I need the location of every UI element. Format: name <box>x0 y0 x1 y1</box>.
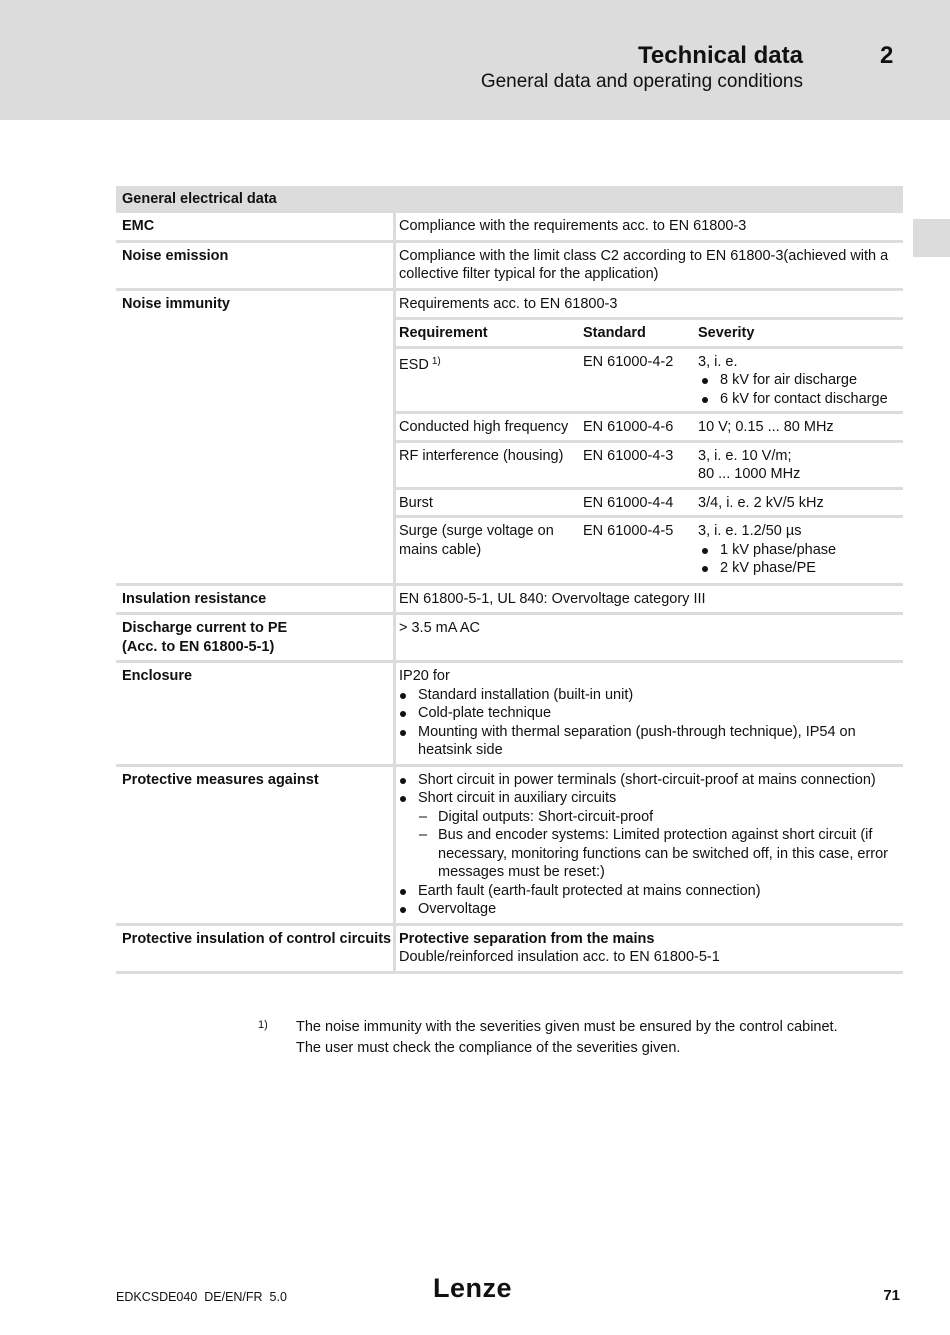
list-item: 6 kV for contact discharge <box>698 390 903 409</box>
row-value-bold: Protective separation from the mains <box>399 930 655 947</box>
footnote-line: The noise immunity with the severities given must be ensured by the control cabinet. <box>296 1019 838 1035</box>
row-label: Noise immunity <box>122 295 230 312</box>
severity-cell: 3/4, i. e. 2 kV/5 kHz <box>698 494 824 511</box>
table-row-noise-immunity <box>116 291 903 586</box>
severity-cell: 3, i. e. <box>698 353 738 370</box>
list-item: Overvoltage <box>396 900 903 919</box>
row-label: Insulation resistance <box>122 590 267 607</box>
requirement-cell: Conducted high frequency <box>399 419 569 435</box>
table-row <box>396 490 903 519</box>
list-item-text: Short circuit in auxiliary circuits <box>418 790 617 806</box>
noise-immunity-subtable <box>396 320 903 581</box>
list-item: Short circuit in power terminals (short-circuit-proof at mains connection) <box>396 771 903 790</box>
row-value: IP20 for <box>399 668 450 684</box>
general-electrical-data-table <box>116 186 903 974</box>
severity-cell-line2: 80 ... 1000 MHz <box>698 466 801 482</box>
table-row-noise-emission <box>116 243 903 291</box>
table-row-enclosure <box>116 663 903 767</box>
chapter-side-tab <box>913 219 950 257</box>
row-label: Enclosure <box>122 668 193 684</box>
column-header-requirement: Requirement <box>399 325 488 341</box>
footnote <box>296 1017 896 1059</box>
sub-list-item: – Bus and encoder systems: Limited protection against short circuit (if necessary, monitoring functions can be switched off, in this case, error messages must be reset:) <box>418 826 903 882</box>
severity-cell: 3, i. e. 1.2/50 µs <box>698 523 802 539</box>
table-row-emc <box>116 213 903 243</box>
footnote-reference: 1) <box>431 355 441 367</box>
row-value: EN 61800-5-1, UL 840: Overvoltage category III <box>399 590 706 607</box>
requirement-cell: RF interference (housing) <box>399 447 564 464</box>
subtable-header-row <box>396 320 903 349</box>
row-value: Compliance with the requirements acc. to EN 61800-3 <box>399 218 747 234</box>
row-label: Discharge current to PE <box>122 620 288 636</box>
list-item: 8 kV for air discharge <box>698 371 903 390</box>
row-label: Protective insulation of control circuits <box>122 930 392 947</box>
page-header <box>0 0 950 120</box>
column-header-standard: Standard <box>583 325 646 341</box>
list-item: Cold-plate technique <box>396 704 903 723</box>
list-item <box>396 789 903 882</box>
requirement-cell: ESD <box>399 356 429 373</box>
page-number: 71 <box>883 1287 900 1304</box>
list-item: 2 kV phase/PE <box>698 559 903 578</box>
row-label: Noise emission <box>122 247 229 264</box>
standard-cell: EN 61000-4-6 <box>583 419 674 435</box>
row-value: > 3.5 mA AC <box>399 620 481 636</box>
table-row-discharge-current <box>116 615 903 663</box>
noise-immunity-intro: Requirements acc. to EN 61800-3 <box>396 295 903 321</box>
lenze-logo: Lenze <box>433 1273 513 1303</box>
list-item: Standard installation (built-in unit) <box>396 686 903 705</box>
table-row <box>396 518 903 581</box>
footnote-line: The user must check the compliance of the severities given. <box>296 1040 681 1056</box>
severity-cell: 3, i. e. 10 V/m; <box>698 447 792 464</box>
table-row <box>396 349 903 415</box>
standard-cell: EN 61000-4-2 <box>583 353 674 370</box>
chapter-number: 2 <box>880 42 894 69</box>
standard-cell: EN 61000-4-5 <box>583 523 674 539</box>
table-row-protective-measures <box>116 767 903 926</box>
row-label-line2: (Acc. to EN 61800-5-1) <box>122 638 275 655</box>
page-subtitle: General data and operating conditions <box>480 71 803 92</box>
row-label: EMC <box>122 218 155 234</box>
list-item: Mounting with thermal separation (push-through technique), IP54 on heatsink side <box>396 723 903 760</box>
row-label: Protective measures against <box>122 771 319 788</box>
standard-cell: EN 61000-4-3 <box>583 447 674 464</box>
row-value: Double/reinforced insulation acc. to EN 61800-5-1 <box>399 949 720 965</box>
table-row-protective-insulation <box>116 926 903 974</box>
list-item: Earth fault (earth-fault protected at mains connection) <box>396 882 903 901</box>
document-id: EDKCSDE040 DE/EN/FR 5.0 <box>116 1290 287 1304</box>
table-row-insulation-resistance <box>116 586 903 616</box>
column-header-severity: Severity <box>698 325 755 341</box>
row-value: Compliance with the limit class C2 according to EN 61800-3(achieved with a collective filter typical for the application) <box>399 247 889 282</box>
severity-cell: 10 V; 0.15 ... 80 MHz <box>698 419 834 435</box>
standard-cell: EN 61000-4-4 <box>583 494 674 511</box>
table-row <box>396 443 903 490</box>
sub-list-item: – Digital outputs: Short-circuit-proof <box>418 808 903 827</box>
page-title: Technical data <box>638 42 803 69</box>
footnote-marker: 1) <box>258 1019 268 1031</box>
table-heading: General electrical data <box>116 186 903 213</box>
requirement-cell: Surge (surge voltage on mains cable) <box>399 523 554 558</box>
list-item: 1 kV phase/phase <box>698 541 903 560</box>
table-row <box>396 414 903 443</box>
requirement-cell: Burst <box>399 494 433 511</box>
